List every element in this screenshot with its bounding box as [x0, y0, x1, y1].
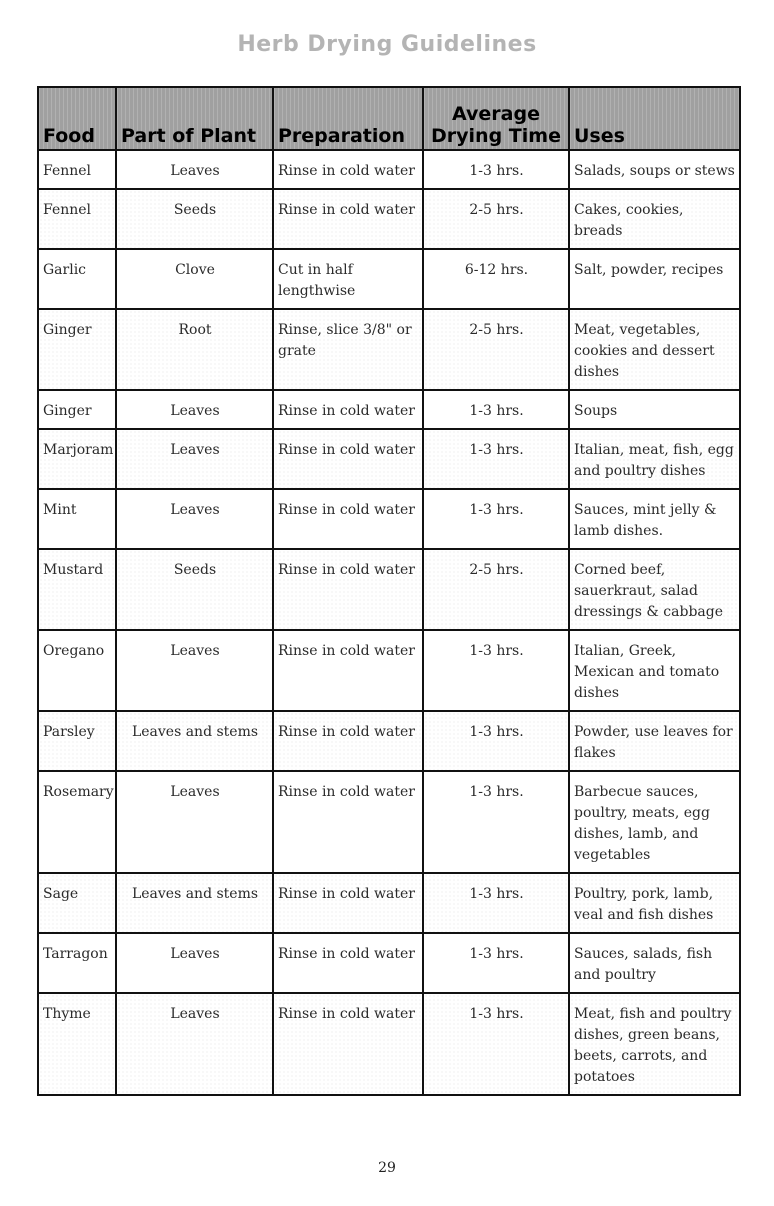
cell-preparation: Rinse in cold water [273, 189, 423, 249]
cell-preparation: Rinse in cold water [273, 429, 423, 489]
table-row [38, 489, 740, 549]
cell-uses: Italian, Greek, Mexican and tomato dishes [569, 630, 740, 711]
table-row [38, 309, 740, 390]
page-number: 29 [378, 1160, 396, 1176]
cell-drying-time: 1-3 hrs. [423, 711, 569, 771]
table-row [38, 630, 740, 711]
cell-uses: Poultry, pork, lamb, veal and fish dishes [569, 873, 740, 933]
cell-food: Oregano [38, 630, 116, 711]
cell-part: Leaves [116, 771, 273, 873]
cell-uses: Salt, powder, recipes [569, 249, 740, 309]
cell-uses: Corned beef, sauerkraut, salad dressings & cabbage [569, 549, 740, 630]
table-row [38, 150, 740, 189]
cell-part: Leaves [116, 993, 273, 1095]
cell-part: Leaves and stems [116, 873, 273, 933]
cell-part: Leaves [116, 489, 273, 549]
cell-uses: Powder, use leaves for flakes [569, 711, 740, 771]
table-row [38, 429, 740, 489]
cell-food: Tarragon [38, 933, 116, 993]
cell-food: Rosemary [38, 771, 116, 873]
cell-part: Seeds [116, 549, 273, 630]
cell-drying-time: 1-3 hrs. [423, 390, 569, 429]
cell-preparation: Rinse in cold water [273, 933, 423, 993]
cell-part: Leaves [116, 429, 273, 489]
table-row [38, 549, 740, 630]
cell-part: Seeds [116, 189, 273, 249]
cell-food: Ginger [38, 309, 116, 390]
cell-drying-time: 2-5 hrs. [423, 549, 569, 630]
cell-drying-time: 1-3 hrs. [423, 150, 569, 189]
cell-preparation: Rinse in cold water [273, 771, 423, 873]
header-time-line2: Drying Time [431, 125, 561, 147]
cell-food: Fennel [38, 150, 116, 189]
cell-uses: Sauces, salads, fish and poultry [569, 933, 740, 993]
cell-preparation: Rinse in cold water [273, 993, 423, 1095]
cell-preparation: Rinse in cold water [273, 873, 423, 933]
cell-food: Mustard [38, 549, 116, 630]
cell-part: Leaves [116, 390, 273, 429]
cell-food: Thyme [38, 993, 116, 1095]
cell-food: Sage [38, 873, 116, 933]
cell-drying-time: 1-3 hrs. [423, 771, 569, 873]
cell-food: Marjoram [38, 429, 116, 489]
cell-part: Root [116, 309, 273, 390]
header-average-drying-time [423, 87, 569, 150]
cell-preparation: Rinse in cold water [273, 630, 423, 711]
cell-food: Fennel [38, 189, 116, 249]
cell-drying-time: 1-3 hrs. [423, 933, 569, 993]
cell-food: Garlic [38, 249, 116, 309]
cell-preparation: Rinse, slice 3/8" or grate [273, 309, 423, 390]
header-preparation: Preparation [273, 87, 423, 150]
page-title: Herb Drying Guidelines [237, 32, 537, 57]
cell-food: Ginger [38, 390, 116, 429]
cell-uses: Meat, vegetables, cookies and dessert dishes [569, 309, 740, 390]
header-uses: Uses [569, 87, 740, 150]
table-row [38, 771, 740, 873]
cell-drying-time: 1-3 hrs. [423, 873, 569, 933]
cell-drying-time: 6-12 hrs. [423, 249, 569, 309]
table-row [38, 390, 740, 429]
cell-uses: Cakes, cookies, breads [569, 189, 740, 249]
cell-uses: Sauces, mint jelly & lamb dishes. [569, 489, 740, 549]
cell-part: Leaves [116, 630, 273, 711]
cell-drying-time: 1-3 hrs. [423, 489, 569, 549]
cell-uses: Barbecue sauces, poultry, meats, egg dishes, lamb, and vegetables [569, 771, 740, 873]
cell-drying-time: 1-3 hrs. [423, 429, 569, 489]
table-row [38, 993, 740, 1095]
cell-preparation: Rinse in cold water [273, 390, 423, 429]
cell-uses: Meat, fish and poultry dishes, green beans, beets, carrots, and potatoes [569, 993, 740, 1095]
header-time-line1: Average [452, 103, 540, 125]
cell-preparation: Rinse in cold water [273, 489, 423, 549]
table-row [38, 189, 740, 249]
table-header-row [38, 87, 740, 150]
cell-part: Leaves [116, 150, 273, 189]
table-row [38, 873, 740, 933]
table-row [38, 933, 740, 993]
cell-part: Leaves [116, 933, 273, 993]
herb-drying-table [37, 86, 741, 1096]
cell-drying-time: 2-5 hrs. [423, 189, 569, 249]
cell-part: Leaves and stems [116, 711, 273, 771]
cell-uses: Salads, soups or stews [569, 150, 740, 189]
cell-uses: Italian, meat, fish, egg and poultry dishes [569, 429, 740, 489]
cell-preparation: Cut in half lengthwise [273, 249, 423, 309]
cell-food: Parsley [38, 711, 116, 771]
cell-part: Clove [116, 249, 273, 309]
header-food: Food [38, 87, 116, 150]
table-row [38, 249, 740, 309]
cell-drying-time: 1-3 hrs. [423, 993, 569, 1095]
cell-food: Mint [38, 489, 116, 549]
cell-drying-time: 2-5 hrs. [423, 309, 569, 390]
header-part-of-plant: Part of Plant [116, 87, 273, 150]
table-row [38, 711, 740, 771]
cell-uses: Soups [569, 390, 740, 429]
cell-preparation: Rinse in cold water [273, 549, 423, 630]
cell-preparation: Rinse in cold water [273, 711, 423, 771]
cell-preparation: Rinse in cold water [273, 150, 423, 189]
cell-drying-time: 1-3 hrs. [423, 630, 569, 711]
